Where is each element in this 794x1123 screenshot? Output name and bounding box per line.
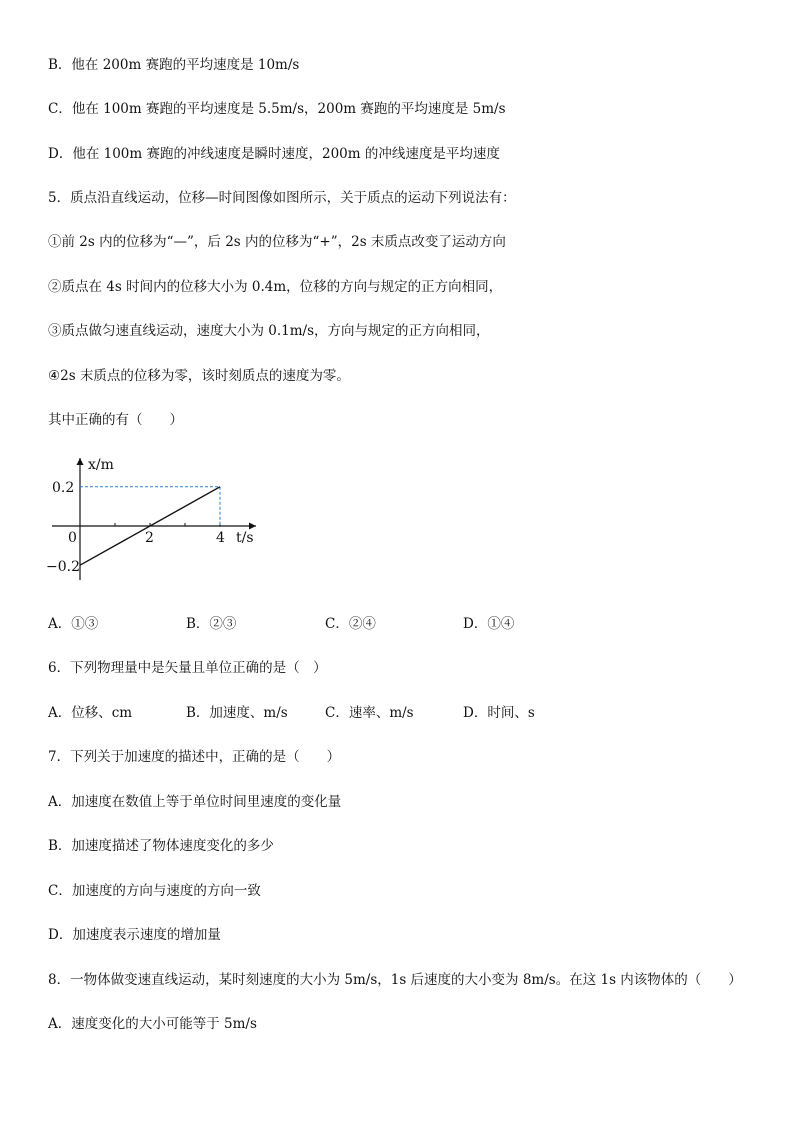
q7-option-b: B．加速度描述了物体速度变化的多少 [48,838,274,854]
q5-option-d: D．①④ [463,616,515,632]
q5-stem: 5．质点沿直线运动，位移—时间图像如图所示，关于质点的运动下列说法有： [48,190,516,206]
position-time-graph [44,452,264,582]
origin-label: 0 [68,530,77,546]
q7-option-d: D．加速度表示速度的增加量 [48,927,221,943]
q5-statement-4: ④2s 末质点的位移为零，该时刻质点的速度为零。 [48,368,350,384]
y-tick-label-neg: −0.2 [46,559,80,575]
q5-statement-1: ①前 2s 内的位移为“—”，后 2s 内的位移为“+”，2s 末质点改变了运动方向 [48,234,506,250]
q5-option-c: C．②④ [325,616,376,632]
q8-stem: 8．一物体做变速直线运动，某时刻速度的大小为 5m/s，1s 后速度的大小变为 8m/s。在这 1s 内该物体的（ ） [48,972,742,988]
q4-option-b: B．他在 200m 赛跑的平均速度是 10m/s [48,57,300,73]
q6-option-a: A．位移、cm [48,705,133,721]
q7-option-a: A．加速度在数值上等于单位时间里速度的变化量 [48,794,342,810]
y-tick-label-pos: 0.2 [52,480,75,496]
q5-prompt: 其中正确的有（ ） [48,412,183,428]
q6-option-c: C．速率、m/s [325,705,414,721]
x-axis-label: t/s [236,530,254,546]
q8-option-a: A．速度变化的大小可能等于 5m/s [48,1016,257,1032]
q7-option-c: C．加速度的方向与速度的方向一致 [48,883,261,899]
q6-stem: 6．下列物理量中是矢量且单位正确的是（ ） [48,660,327,676]
q6-option-d: D．时间、s [463,705,535,721]
q5-option-a: A．①③ [48,616,99,632]
x-tick-label-4: 4 [216,530,225,546]
q5-statement-2: ②质点在 4s 时间内的位移大小为 0.4m，位移的方向与规定的正方向相同， [48,279,503,295]
q4-option-d: D．他在 100m 赛跑的冲线速度是瞬时速度，200m 的冲线速度是平均速度 [48,146,500,162]
y-axis-label: x/m [88,457,114,473]
q5-statement-3: ③质点做匀速直线运动，速度大小为 0.1m/s，方向与规定的正方向相同， [48,323,490,339]
x-tick-label-2: 2 [145,530,154,546]
q5-option-b: B．②③ [186,616,237,632]
q4-option-c: C．他在 100m 赛跑的平均速度是 5.5m/s，200m 赛跑的平均速度是 5m/s [48,101,506,117]
q6-option-b: B．加速度、m/s [186,705,288,721]
q7-stem: 7．下列关于加速度的描述中，正确的是（ ） [48,749,341,765]
